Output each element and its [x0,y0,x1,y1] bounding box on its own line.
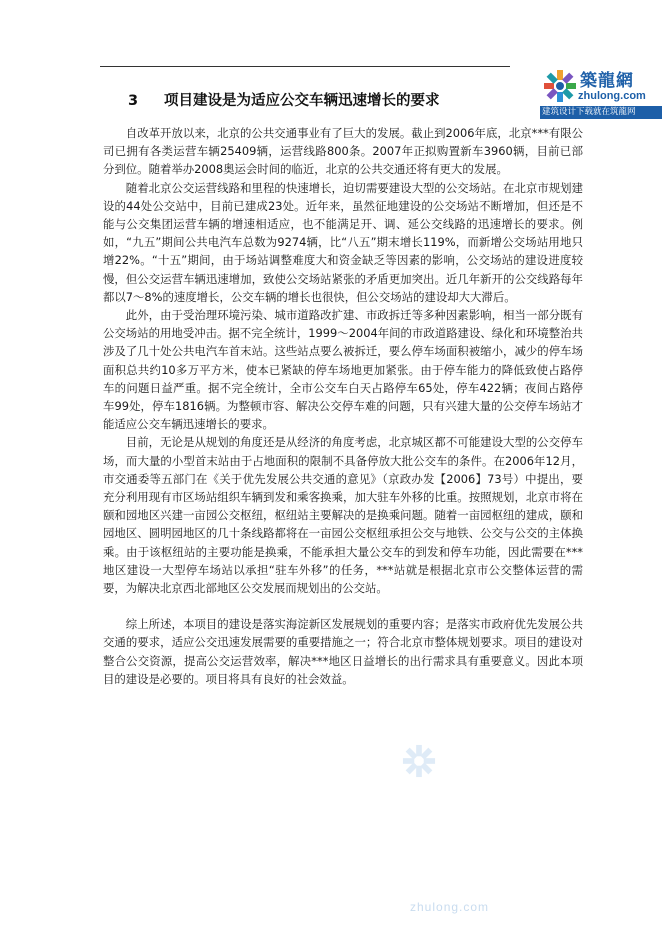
watermark-text: zhulong.com [410,900,490,914]
zhulong-logo[interactable] [536,64,662,120]
section-number: 3 [128,93,139,109]
paragraph-5: 综上所述，本项目的建设是落实海淀新区发展规划的重要内容；是落实市政府优先发展公共交通的要求，适应公交迅速发展需要的重要措施之一；符合北京市整体规划要求。项目的建设对整合公交资源，提高公交运营效率，解决***地区日益增长的出行需求具有重要意义。因此本项目的建设是必要的。项目将具有良好的社会效益。 [103,617,583,686]
paragraph-3: 此外，由于受治理环境污染、城市道路改扩建、市政拆迁等多种因素影响，相当一部分既有公交场站的用地受冲击。据不完全统计，1999～2004年间的市政道路建设、绿化和环境整治共涉及了几十处公共电汽车首末站。这些站点要么被拆迁，要么停车场面积被缩小，减少的停车场面积总共约10多万平方米，使本已紧缺的停车场地更加紧张。由于停车能力的降低致使占路停车的问题日益严重。据不完全统计，全市公交车白天占路停车65处，停车422辆；夜间占路停车99处，停车1816辆。为整顿市容、解决公交停车难的问题，只有兴建大量的公交停车场站才能适应公交车辆迅速增长的要求。 [103,308,583,432]
header-rule [100,66,510,67]
paragraph-1: 自改革开放以来，北京的公共交通事业有了巨大的发展。截止到2006年底，北京***有限公司已拥有各类运营车辆25409辆，运营线路800条。2007年正拟购置新车3960辆，目前已部分到位。随着举办2008奥运会时间的临近，北京的公共交通还将有更大的发展。 [103,126,583,177]
logo-domain: zhulong.com [578,90,646,102]
paragraph-4: 目前，无论是从规划的角度还是从经济的角度考虑，北京城区都不可能建设大型的公交停车场，而大量的小型首末站由于占地面积的限制不具备停放大批公交车的条件。在2006年12月，市交通委等五部门在《关于优先发展公共交通的意见》（京政办发【2006】73号）中提出，要充分利用现有市区场站组织车辆到发和乘客换乘，加大驻车外移的比重。按照规划，北京市将在颐和园地区兴建一亩园公交枢纽，枢纽站主要解决的是换乘问题。随着一亩园枢纽的建成，颐和园地区、圆明园地区的几十条线路都将在一亩园公交枢纽承担公交与地铁、公交与公交的主体换乘。由于该枢纽站的主要功能是换乘，不能承担大量公交车的到发和停车功能，因此需要在***地区建设一大型停车场站以承担“驻车外移”的任务，***站就是根据北京市公交整体运营的需要，为解决北京西北部地区公交发展而规划出的公交站。 [103,435,583,596]
section-title: 项目建设是为适应公交车辆迅速增长的要求 [164,93,440,109]
paragraph-2: 随着北京公交运营线路和里程的快速增长，迫切需要建设大型的公交场站。在北京市规划建设的44处公交站中，目前已建成23处。近年来，虽然征地建设的公交场站不断增加，但还是不能与公交集团运营车辆的增速相适应，也不能满足开、调、延公交线路的迅速增长的要求。例如，“九五”期间公共电汽车总数为9274辆，比“八五”期末增长119%，而新增公交场站用地只增22%。“十五”期间，由于场站调整难度大和资金缺乏等因素的影响，公交场站的建设进度较慢，但公交运营车辆迅速增加，致使公交场站紧张的矛盾更加突出。近几年新开的公交线路每年都以7～8%的速度增长，公交车辆的增长也很快，但公交场站的建设却大大滞后。 [103,180,583,304]
watermark-snowflake-icon [402,744,436,778]
body-text [103,124,583,688]
logo-chinese-name: 築龍網 [580,71,634,91]
logo-slogan: 建筑设计下载就在筑龍网 [540,106,662,119]
section-heading [128,89,440,110]
logo-snowflake-icon [542,68,578,104]
